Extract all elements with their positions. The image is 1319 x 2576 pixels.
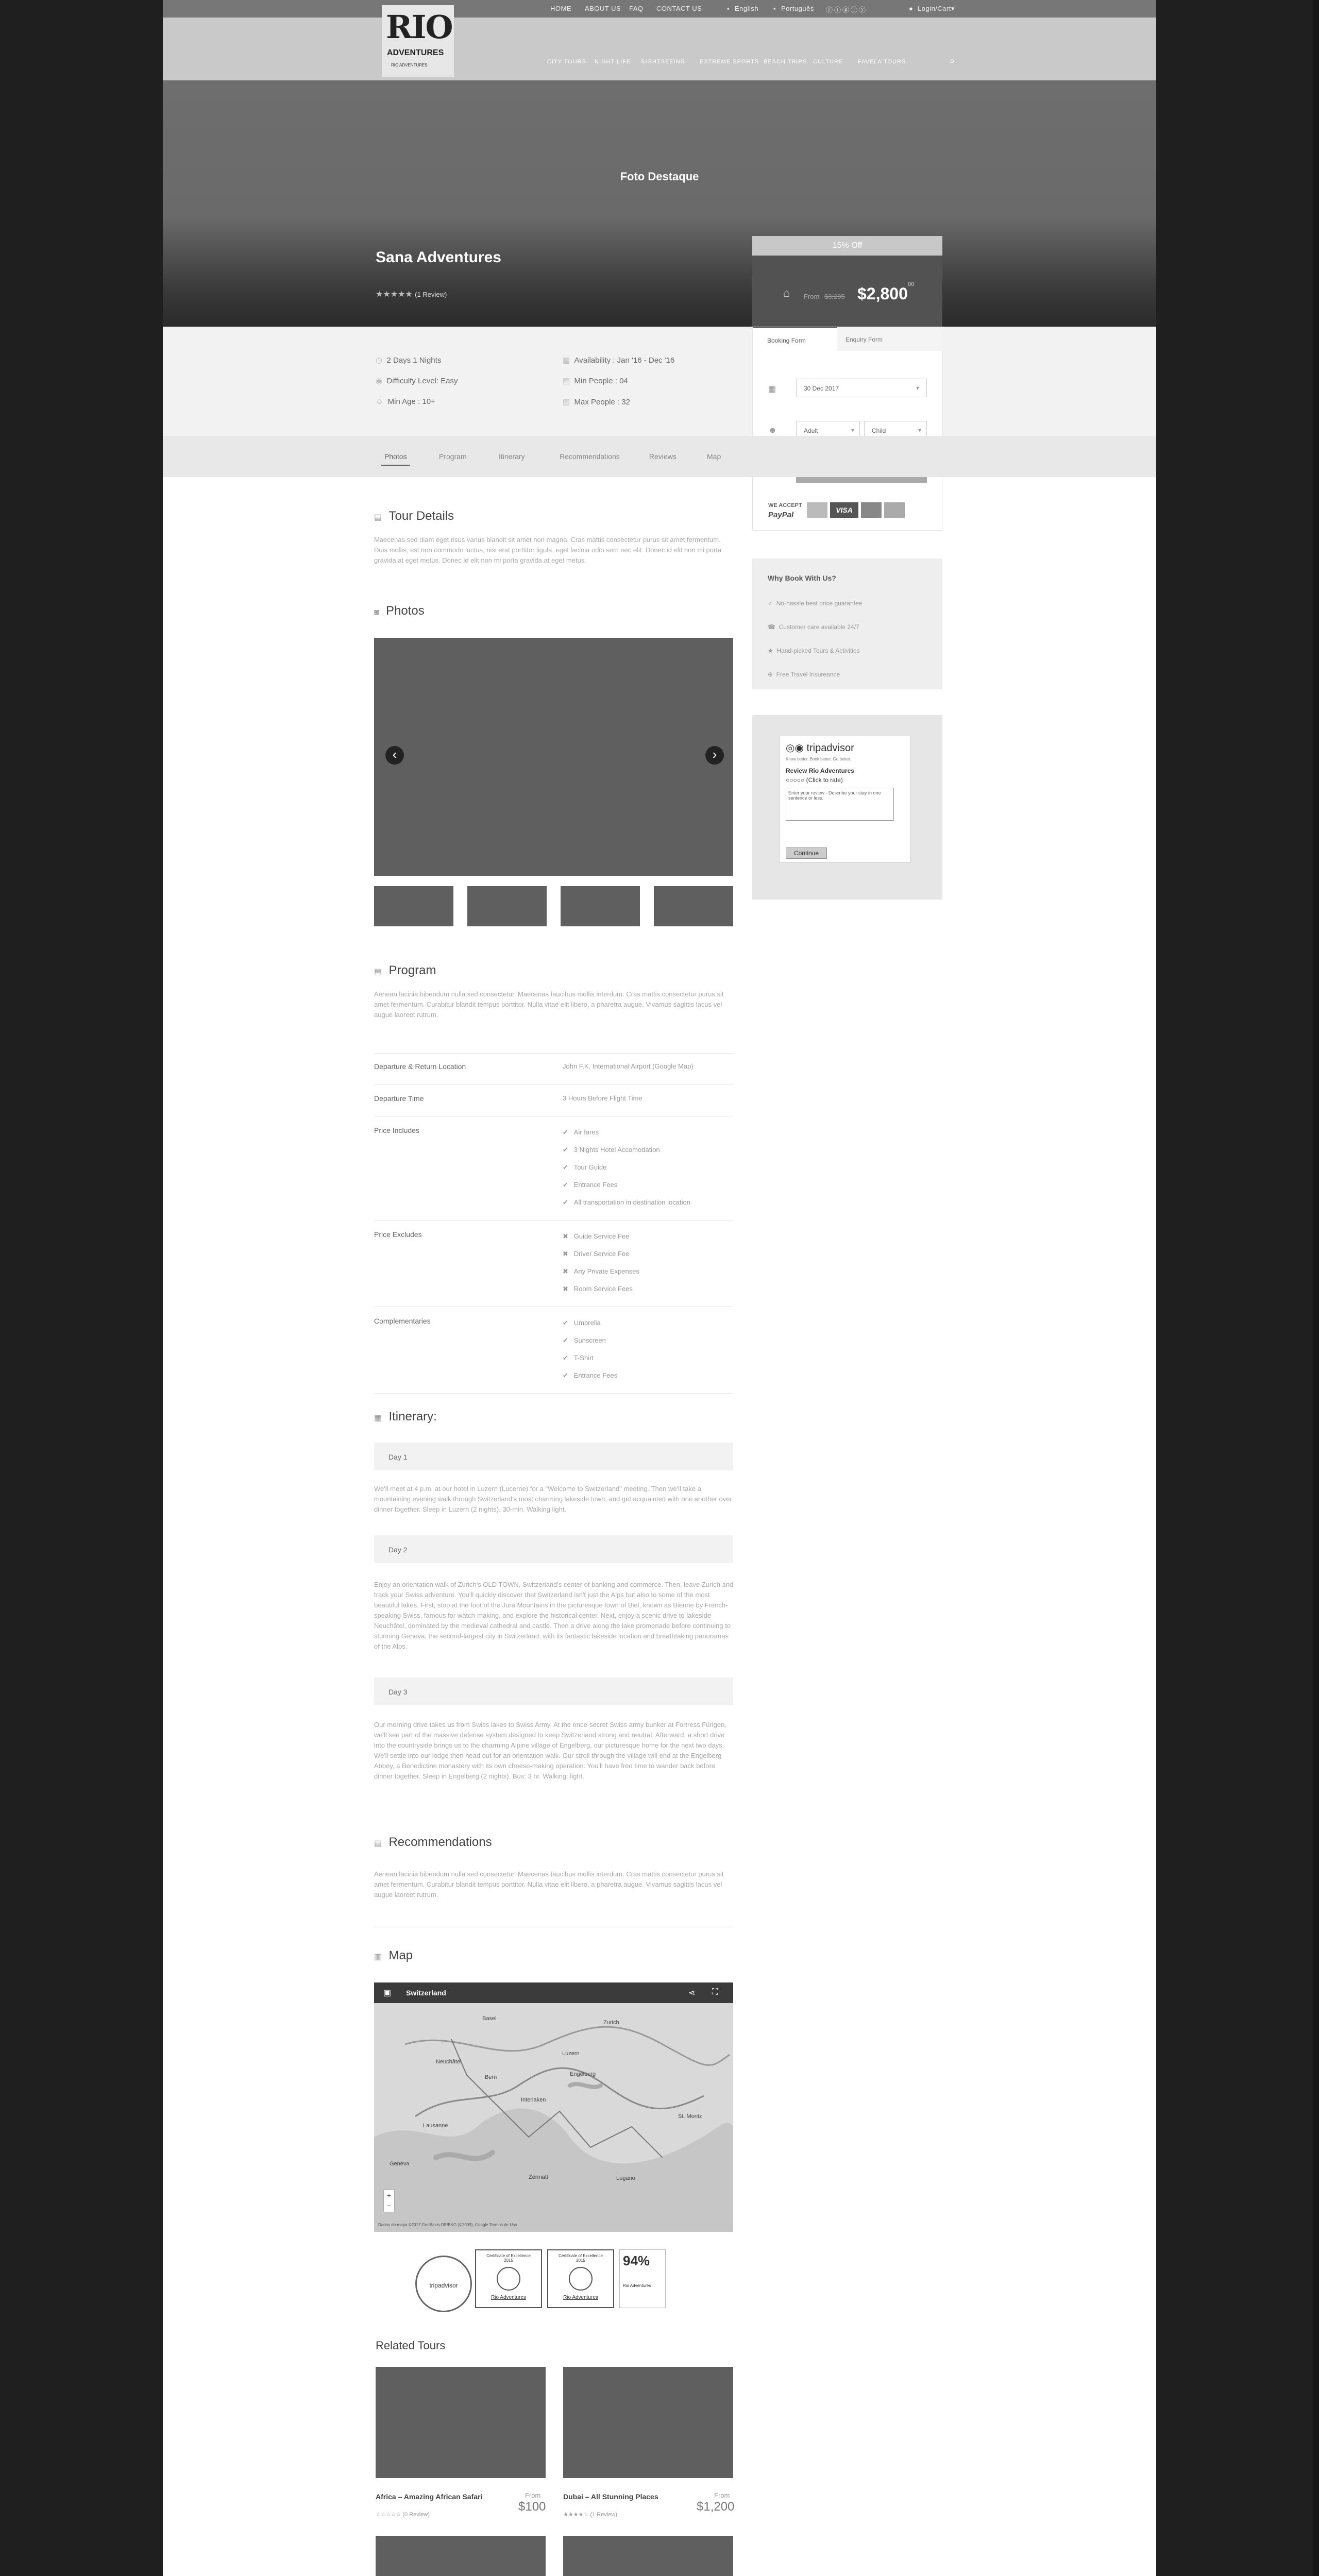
- includes-label: Price Includes: [374, 1126, 419, 1134]
- certificate-year: 2015: [504, 2258, 513, 2263]
- paypal-logo: PayPal: [768, 511, 794, 519]
- day-header[interactable]: Day 2: [374, 1535, 733, 1563]
- recommendations-text: Aenean lacinia bibendum nulla sed consectetur. Maecenas faucibus mollis interdum. Cras mattis consectetur purus sit amet fermentum. Curabitur blandit tempus porttitor. Nulla vitae elit libero, a pharetra augue. Vivamus sagittis lacus vel augue laoreet rutrum.: [374, 1870, 724, 1899]
- day-text: Our morning drive takes us from Swiss lakes to Swiss Army. At the once-secret Swiss army bunker at Fortress Fürigen, we'll see part of the massive defense system designed to keep Switzerland strong and neutral. Afterward, a short drive into the countryside brings us to the charming Alpine village of Engelberg, our picturesque home for the next two days. We'll settle into our lodge then head out for an orientation walk. Our stroll through the village will end at the Engelberg Abbey, a Benedictine monastery with its own cheese-making operation. You'll have free time to wander back before dinner together. Sleep in Engelberg (2 nights). Bus: 3 hr. Walking: light.: [374, 1721, 726, 1780]
- camera-icon: ◙: [374, 608, 379, 617]
- excludes-label: Price Excludes: [374, 1230, 422, 1239]
- why-item: ☎ Customer care available 24/7: [768, 623, 859, 631]
- section-tabs: [163, 436, 1156, 477]
- recommendations-heading: [374, 1835, 492, 1850]
- exclude-item-text: Guide Service Fee: [573, 1232, 630, 1240]
- certificate-name: Rio Adventures: [563, 2295, 598, 2300]
- tab-recommendations[interactable]: Recommendations: [560, 452, 620, 461]
- include-item-text: All transportation in destination location: [573, 1198, 690, 1206]
- child-label: Child: [872, 427, 886, 434]
- program-text: Aenean lacinia bibendum nulla sed consectetur. Maecenas faucibus mollis interdum. Cras mattis consectetur purus sit amet fermentum. Curabitur blandit tempus porttitor. Nulla vitae elit libero, a pharetra augue. Vivamus sagittis lacus vel augue laoreet rutrum.: [374, 990, 724, 1019]
- logo-text: RIO: [386, 8, 452, 46]
- related-tour-image[interactable]: [563, 2367, 733, 2478]
- certificate-title: Certificate of Excellence: [486, 2253, 531, 2258]
- calendar-icon: ▦: [768, 385, 776, 394]
- search-icon[interactable]: ⌕: [950, 56, 956, 66]
- include-item-text: Tour Guide: [573, 1163, 607, 1171]
- max-people-text: Max People : 32: [574, 398, 630, 406]
- document-icon: ▤: [374, 513, 382, 522]
- exclude-item-text: Driver Service Fee: [573, 1250, 630, 1258]
- rating-stars: ★★★★☆: [563, 2512, 589, 2518]
- page: [163, 0, 1156, 2576]
- nav-favela-tours[interactable]: FAVELA TOURS: [858, 59, 906, 65]
- exclude-item: ✖ Guide Service Fee: [563, 1232, 630, 1240]
- tab-program[interactable]: Program: [439, 452, 467, 461]
- review-textarea[interactable]: Enter your review - Describe your stay in one sentence or less.: [786, 788, 894, 821]
- top-link-about[interactable]: ABOUT US: [585, 5, 621, 12]
- day-header[interactable]: Day 1: [374, 1443, 733, 1470]
- comp-item-text: Entrance Fees: [573, 1371, 618, 1379]
- tripadvisor-round-badge: [415, 2256, 472, 2312]
- divider: [374, 1220, 733, 1221]
- exclude-item-text: Any Private Expenses: [573, 1267, 639, 1275]
- map-country: Switzerland: [406, 1989, 446, 1997]
- min-people-info: ▤ Min People : 04: [563, 377, 628, 385]
- day-text: We'll meet at 4 p.m. at our hotel in Luzern (Lucerne) for a "Welcome to Switzerland" meeting. Then we'll take a mountaining evening walk through Switzerland's most charming lakeside town, and get acquainted with one another over dinner together. Sleep in Luzern (2 nights). 30-min. Walking light.: [374, 1485, 732, 1513]
- map-icon: ▥: [374, 1953, 382, 1961]
- divider: [374, 1053, 733, 1054]
- why-item-text: Free Travel Insureance: [776, 671, 840, 678]
- comp-item-text: T-Shirt: [573, 1354, 594, 1362]
- price-current: $2,800: [857, 284, 908, 303]
- comp-item: ✔ Entrance Fees: [563, 1371, 618, 1379]
- map-canvas: [374, 1982, 733, 2232]
- top-link-faq[interactable]: FAQ: [629, 5, 644, 12]
- departure-value: John F.K. International Airport (Google Map): [563, 1062, 694, 1070]
- date-value: 30 Dec 2017: [804, 385, 839, 392]
- logo[interactable]: [382, 5, 454, 77]
- fullscreen-icon[interactable]: ⛶: [712, 1988, 718, 1996]
- why-item-text: Customer care available 24/7: [779, 623, 859, 631]
- hero: [163, 80, 1156, 327]
- nav-extreme-sports[interactable]: EXTREME SPORTS: [700, 59, 759, 65]
- tripadvisor-widget: [779, 736, 911, 862]
- recommendations-title: Recommendations: [388, 1835, 492, 1849]
- tour-details-text: Maecenas sed diam eget risus varius blandit sit amet non magna. Cras mattis consectetur purus sit amet fermentum. Duis mollis, est non commodo luctus, nisi erat porttitor ligula, eget lacinia odio sem nec elit. Donec id elit non mi porta gravida at eget metus. Donec id elit non mi porta gravida at eget metus.: [374, 536, 722, 564]
- certificate-badge: [547, 2249, 614, 2308]
- related-tour-price: $1,200: [697, 2500, 735, 2514]
- time-label: Departure Time: [374, 1094, 424, 1103]
- difficulty-text: Difficulty Level: Easy: [386, 377, 458, 385]
- top-link-contact[interactable]: CONTACT US: [656, 5, 702, 12]
- program-heading: [374, 963, 436, 978]
- related-tour-from: From: [525, 2492, 541, 2499]
- slider-next-button[interactable]: ›: [705, 746, 724, 765]
- nav-sightseeing[interactable]: SIGHTSEEING: [641, 59, 686, 65]
- min-people-text: Min People : 04: [574, 377, 628, 385]
- owl-icon: [497, 2267, 520, 2291]
- exclude-item: ✖ Driver Service Fee: [563, 1250, 630, 1258]
- duration-text: 2 Days 1 Nights: [386, 356, 442, 365]
- divider: [374, 1393, 733, 1394]
- tour-title: Sana Adventures: [376, 249, 501, 266]
- tab-itinerary[interactable]: Itinerary: [499, 452, 525, 461]
- related-tour-rating: [563, 2511, 617, 2518]
- lang-english[interactable]: English: [735, 5, 759, 12]
- age-text: Min Age : 10+: [387, 397, 435, 406]
- why-item: ✓ No-hassle best price guarantee: [768, 600, 863, 607]
- tab-booking-form[interactable]: Booking Form: [753, 327, 837, 351]
- comp-item: ✔ Sunscreen: [563, 1336, 606, 1344]
- we-accept-label: WE ACCEPT: [768, 502, 802, 509]
- certificate-year: 2015: [576, 2258, 585, 2263]
- user-icon[interactable]: ●: [909, 5, 914, 12]
- related-tour-image[interactable]: [376, 2367, 546, 2478]
- itinerary-heading: [374, 1410, 437, 1424]
- chevron-down-icon: ▾: [918, 427, 921, 434]
- comp-item: ✔ T-Shirt: [563, 1354, 594, 1362]
- tripadvisor-badge-text: tripadvisor: [429, 2282, 458, 2289]
- active-tab-indicator: [381, 465, 410, 466]
- photo-slider[interactable]: [374, 638, 733, 876]
- price-box: [752, 236, 942, 327]
- chevron-down-icon[interactable]: ▾: [951, 5, 955, 12]
- lang-portuguese[interactable]: Português: [781, 5, 814, 12]
- map-city: Engelberg: [570, 2071, 596, 2077]
- tripadvisor-brand: tripadvisor: [806, 742, 854, 754]
- include-item-text: Entrance Fees: [573, 1181, 618, 1189]
- chevron-down-icon: ▾: [851, 427, 854, 434]
- flag-uk-icon[interactable]: ▪: [727, 5, 730, 12]
- comp-item: ✔ Umbrella: [563, 1319, 601, 1327]
- day-header[interactable]: Day 3: [374, 1677, 733, 1705]
- rating-bubbles[interactable]: ○○○○○ (Click to rate): [786, 776, 843, 784]
- hero-rating: [376, 289, 447, 299]
- time-value: 3 Hours Before Flight Time: [563, 1094, 642, 1102]
- adult-label: Adult: [804, 427, 818, 434]
- map-city: Neuchâtel: [436, 2059, 462, 2065]
- photos-title: Photos: [386, 604, 425, 618]
- exclude-item: ✖ Any Private Expenses: [563, 1267, 639, 1275]
- rating-stars: ☆☆☆☆☆: [376, 2512, 401, 2518]
- account-link[interactable]: Login/Cart: [918, 5, 951, 12]
- zoom-controls[interactable]: + −: [383, 2190, 395, 2212]
- map-heading: [374, 1948, 413, 1963]
- comp-item-text: Umbrella: [573, 1319, 601, 1327]
- related-tour-image[interactable]: [376, 2536, 546, 2576]
- review-title: Review Rio Adventures: [786, 767, 854, 774]
- comp-label: Complementaries: [374, 1317, 431, 1325]
- slider-prev-button[interactable]: ‹: [385, 746, 404, 765]
- related-tour-price: $100: [518, 2500, 546, 2514]
- include-item: ✔ 3 Nights Hotel Accomodation: [563, 1146, 660, 1154]
- click-rate-label: (Click to rate): [806, 776, 843, 784]
- recommend-badge: [619, 2249, 666, 2308]
- map-embed[interactable]: [374, 1982, 733, 2232]
- related-tour-rating: [376, 2511, 430, 2518]
- departure-label: Departure & Return Location: [374, 1062, 466, 1071]
- map-city: Bern: [485, 2074, 497, 2080]
- booking-panel: [752, 327, 942, 531]
- price-old: $3,295: [824, 293, 845, 300]
- price-superscript: 00: [908, 281, 915, 287]
- main-nav: [163, 18, 1156, 80]
- nav-culture[interactable]: CULTURE: [813, 59, 843, 65]
- certificate-title: Certificate of Excellence: [559, 2253, 603, 2258]
- exclude-item: ✖ Room Service Fees: [563, 1285, 633, 1293]
- include-item: ✔ All transportation in destination location: [563, 1198, 690, 1206]
- include-item-text: Air fares: [573, 1128, 599, 1136]
- visa-logo: VISA: [830, 502, 858, 518]
- map-city: Basel: [482, 2015, 497, 2022]
- hero-title: Foto Destaque: [620, 170, 699, 183]
- photo-thumbnail[interactable]: [561, 886, 640, 926]
- why-item: ⊕ Free Travel Insureance: [768, 671, 840, 678]
- why-book-box: [752, 558, 942, 689]
- duration-info: ◷ 2 Days 1 Nights: [376, 356, 442, 365]
- map-city: Zermatt: [529, 2174, 548, 2180]
- mastercard-icon: [807, 502, 827, 518]
- tab-map[interactable]: Map: [707, 452, 721, 461]
- photos-heading: [374, 604, 425, 618]
- tripadvisor-widget-box: [752, 715, 942, 900]
- tour-details-title: Tour Details: [388, 509, 454, 523]
- date-select[interactable]: [796, 379, 927, 397]
- include-item-text: 3 Nights Hotel Accomodation: [573, 1146, 660, 1154]
- recommend-percent: 94%: [623, 2253, 650, 2268]
- day-text: Enjoy an orientation walk of Zurich's OLD TOWN, Switzerland's center of banking and commerce. Then, leave Zurich and track your Swiss adventure. You'll quickly discover that Switzerland isn't just the Alps but also to some of the most beautiful lakes. First, stop at the foot of the Jura Mountains in the picturesque town of Biel, known as Bienne by French-speaking Swiss, famous for watch-making, and explore the historical center. Next, enjoy a scenic drive to lakeside Neuchâtel, dominated by the medieval cathedral and castle. Then a drive along the lake promenade before continuing to stunning Geneva, the second-largest city in Switzerland, with its fantastic lakeside location and breathtaking panoramas of the Alps.: [374, 1581, 734, 1650]
- photo-thumbnail[interactable]: [467, 886, 547, 926]
- amex-icon: [861, 502, 882, 518]
- why-item-text: Hand-picked Tours & Activities: [776, 647, 860, 654]
- tour-details-heading: [374, 509, 454, 523]
- recommend-name: Rio Adventures: [623, 2283, 651, 2288]
- availability-text: Availability : Jan '16 - Dec '16: [574, 356, 675, 365]
- price-from: From: [804, 293, 820, 300]
- photo-thumbnail[interactable]: [374, 886, 453, 926]
- map-credit: Dados do mapa ©2017 GeoBasis-DE/BKG (©2009), Google Termos de Uso: [378, 2223, 517, 2227]
- logo-sub: ADVENTURES: [387, 48, 444, 57]
- top-bar: [163, 0, 1156, 18]
- related-tour-name[interactable]: Dubai – All Stunning Places: [563, 2493, 658, 2501]
- map-city: Lausanne: [423, 2123, 448, 2129]
- why-item: ★ Hand-picked Tours & Activities: [768, 647, 860, 654]
- related-tour-image[interactable]: [563, 2536, 733, 2576]
- tab-enquiry-form[interactable]: Enquiry Form: [845, 336, 883, 343]
- map-city: Zurich: [603, 2020, 619, 2026]
- flag-br-icon[interactable]: ▪: [773, 5, 776, 12]
- availability-info: ▦ Availability : Jan '16 - Dec '16: [563, 356, 675, 365]
- tripadvisor-tagline: Know better. Book better. Go better.: [786, 757, 851, 761]
- max-people-info: ▤ Max People : 32: [563, 398, 630, 406]
- people-icon: ☻: [768, 426, 777, 435]
- why-item-text: No-hassle best price guarantee: [776, 600, 863, 607]
- age-info: ☺ Min Age : 10+: [376, 397, 435, 406]
- photo-thumbnail[interactable]: [654, 886, 733, 926]
- nav-city-tours[interactable]: CITY TOURS: [547, 59, 587, 65]
- program-title: Program: [388, 963, 436, 977]
- discover-icon: [884, 502, 905, 518]
- map-city: St. Moritz: [678, 2113, 702, 2120]
- itinerary-title: Itinerary:: [388, 1410, 437, 1423]
- why-book-title: Why Book With Us?: [768, 574, 836, 582]
- related-tour-name[interactable]: Africa – Amazing African Safari: [376, 2493, 483, 2501]
- include-item: ✔ Tour Guide: [563, 1163, 607, 1171]
- review-count: (0 Review): [402, 2512, 430, 2518]
- map-title: Map: [388, 1948, 413, 1962]
- exclude-item-text: Room Service Fees: [573, 1285, 633, 1293]
- calendar-icon: ▦: [374, 1414, 382, 1422]
- include-item: ✔ Entrance Fees: [563, 1181, 618, 1189]
- related-tour-from: From: [714, 2492, 730, 2499]
- review-count: (1 Review): [590, 2512, 617, 2518]
- map-menu-icon[interactable]: ▣: [383, 1989, 392, 1997]
- document-icon: ▤: [374, 1839, 382, 1848]
- social-icons[interactable]: ⓕⓣⓖⓘⓨ: [826, 6, 868, 14]
- nav-night-life[interactable]: NIGHT LIFE: [595, 59, 631, 65]
- map-city: Geneva: [390, 2161, 410, 2167]
- owl-icon: [569, 2267, 593, 2291]
- tour-info-strip: [163, 327, 1156, 436]
- chevron-down-icon: ▾: [916, 384, 919, 392]
- certificate-name: Rio Adventures: [491, 2295, 526, 2300]
- map-city: Lugano: [616, 2175, 635, 2181]
- tab-reviews[interactable]: Reviews: [649, 452, 677, 461]
- scrollbar-track[interactable]: [1313, 0, 1319, 2576]
- offer-badge: 15% Off: [752, 236, 942, 256]
- document-icon: ▤: [374, 968, 382, 976]
- map-city: Luzern: [562, 2050, 580, 2057]
- continue-button[interactable]: Continue: [786, 848, 827, 859]
- comp-item-text: Sunscreen: [573, 1336, 606, 1344]
- share-icon[interactable]: ⋖: [688, 1989, 696, 1997]
- related-tours-title: Related Tours: [376, 2339, 446, 2352]
- nav-beach-trips[interactable]: BEACH TRIPS: [764, 59, 807, 65]
- tab-photos[interactable]: Photos: [384, 452, 407, 461]
- difficulty-info: ◉ Difficulty Level: Easy: [376, 377, 458, 385]
- certificate-badge: [475, 2249, 542, 2308]
- include-item: ✔ Air fares: [563, 1128, 599, 1136]
- tripadvisor-logo: ◎◉ tripadvisor: [786, 742, 854, 754]
- review-count[interactable]: (1 Review): [415, 291, 447, 298]
- tag-icon: ⌂: [783, 286, 790, 299]
- top-link-home[interactable]: HOME: [550, 5, 571, 12]
- rating-stars: ★★★★★: [376, 290, 413, 299]
- logo-tagline: RIO ADVENTURES: [391, 63, 428, 67]
- map-city: Interlaken: [521, 2097, 546, 2103]
